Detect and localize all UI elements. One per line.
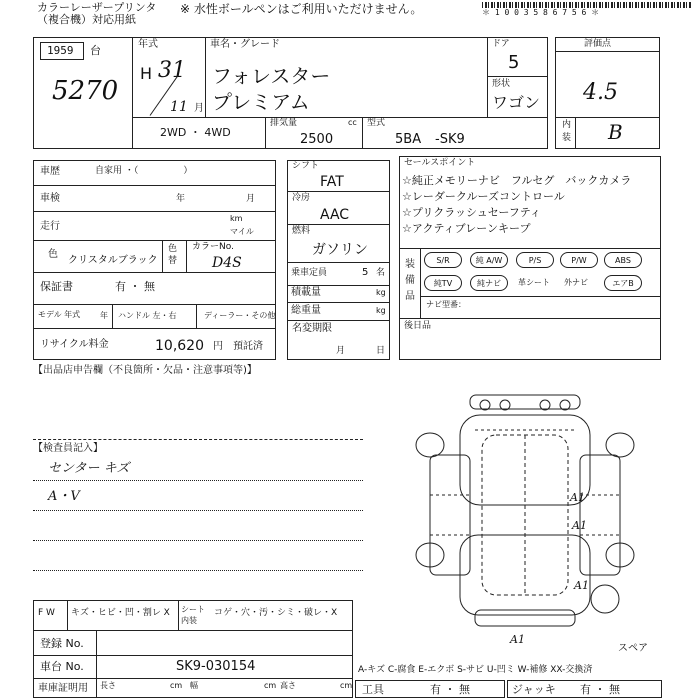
recycle-label: リサイクル料金 <box>40 339 109 350</box>
name-change-month: 月 <box>336 346 346 356</box>
recycle-status: 預託済 <box>233 341 263 352</box>
equipment-label: 装備品 <box>405 259 415 302</box>
repaint-label: 色替 <box>168 244 178 266</box>
gross-weight-label: 総重量 <box>291 305 321 316</box>
fw-value: キズ・ヒビ・凹・割レ X <box>71 608 170 618</box>
cert-length: 長さ <box>100 681 116 690</box>
inspection-label: 車検 <box>40 193 60 204</box>
sales-point-3: ☆プリクラッシュセーフティ <box>402 206 541 219</box>
tools-label: 工具 <box>362 683 384 696</box>
registration-label: 登録 No. <box>40 637 84 650</box>
cert-length-unit: cm <box>170 681 183 690</box>
inspection-year-unit: 年 <box>176 194 186 204</box>
warranty-label: 保証書 <box>40 280 73 293</box>
dealer-other: ディーラー・その他 <box>204 311 276 320</box>
equip-airbag: エアB <box>604 275 642 291</box>
equip-pw: P/W <box>560 252 598 268</box>
warranty-value: 有 ・ 無 <box>115 280 155 293</box>
inspection-month-unit: 月 <box>246 194 256 204</box>
handle-side: ハンドル 左・右 <box>118 311 177 320</box>
barcode-number: ＊ 1 0 0 3 5 8 6 7 5 6 ＊ <box>482 8 600 17</box>
damage-legend: A-キズ C-腐食 E-エクボ S-サビ U-凹ミ W-補修 XX-交換済 <box>358 665 593 675</box>
inspector-note-2: A・V <box>48 489 80 504</box>
chassis-number: SK9-030154 <box>176 659 256 674</box>
ac-value: AAC <box>320 207 350 223</box>
damage-mark-2: A1 <box>572 519 587 532</box>
capacity-value: 5 <box>362 267 369 278</box>
equip-alloy: 純 A/W <box>470 252 508 268</box>
inspector-label: 【検査員記入】 <box>33 443 103 454</box>
model-change-year-unit: 年 <box>100 311 108 320</box>
car-model: フォレスター <box>212 64 331 88</box>
damage-mark-1: A1 <box>570 491 585 504</box>
cert-height-unit: cm <box>340 681 353 690</box>
equip-tv: 純TV <box>424 275 462 291</box>
gross-weight-unit: kg <box>376 306 386 315</box>
pen-notice: ※ 水性ボールペンはご利用いただけません。 <box>180 2 423 16</box>
lot-stamp: 1959 <box>47 44 74 57</box>
shift-value: FAT <box>320 174 344 190</box>
inspector-note-1: センター キズ <box>48 461 130 476</box>
car-grade: プレミアム <box>212 90 310 114</box>
fuel-label: 燃料 <box>292 226 311 236</box>
equip-ext-navi: 外ナビ <box>564 278 588 287</box>
name-label: 車名・グレード <box>210 39 280 50</box>
seller-notes-label: 【出品店申告欄（不良箇所・欠品・注意事項等)】 <box>33 365 257 376</box>
ac-label: 冷房 <box>292 193 311 203</box>
month-unit: 月 <box>194 103 204 114</box>
spare-label: スペア <box>618 643 648 654</box>
model-code-value: -SK9 <box>435 132 465 147</box>
mileage-km: km <box>230 214 243 223</box>
mileage-label: 走行 <box>40 221 60 232</box>
fw-label: F W <box>38 608 55 618</box>
interior-label: 内装 <box>562 120 572 143</box>
equip-sr: S/R <box>424 252 462 268</box>
color-label: 色 <box>48 249 58 260</box>
garage-cert-label: 車庫証明用 <box>38 683 88 694</box>
year-era: H <box>140 64 153 83</box>
equip-leather: 革シート <box>518 278 550 287</box>
jack-value: 有 ・ 無 <box>580 683 620 696</box>
seat-value: コゲ・穴・汚・シミ・破レ・X <box>214 608 338 618</box>
equip-navi: 純ナビ <box>470 275 508 291</box>
model-change-label: モデル 年式 <box>38 310 81 319</box>
damage-mark-3: A1 <box>574 579 589 592</box>
name-change-day: 日 <box>376 346 386 356</box>
cert-width-unit: cm <box>264 681 277 690</box>
nav-model-label: ナビ型番： <box>426 300 466 309</box>
model-code-label: 型式 <box>367 118 386 128</box>
color-code: D4S <box>212 255 242 271</box>
chassis-label: 車台 No. <box>40 660 84 673</box>
name-change-label: 名変期限 <box>292 323 332 334</box>
recycle-value: 10,620 <box>155 338 204 354</box>
jack-label: ジャッキ <box>512 683 556 696</box>
sales-point-4: ☆アクティブレーンキープ <box>402 222 531 235</box>
history-value: 自家用 ・（ ） <box>95 166 193 176</box>
color-value: クリスタルブラック <box>68 255 158 266</box>
form-type-line2: （複合機）対応用紙 <box>37 13 136 26</box>
score-value: 4.5 <box>583 80 618 105</box>
interior-value: B <box>608 120 623 144</box>
tools-value: 有 ・ 無 <box>430 683 470 696</box>
year-label: 年式 <box>138 39 158 50</box>
load-unit: kg <box>376 288 386 297</box>
lot-number: 5270 <box>52 76 119 106</box>
form-type-line1: カラーレーザープリンタ <box>37 1 157 14</box>
equip-abs: ABS <box>604 252 642 268</box>
recycle-unit: 円 <box>213 341 223 352</box>
displacement-label: 排気量 <box>270 118 298 128</box>
displacement-value: 2500 <box>300 132 334 147</box>
year-value: 31 <box>158 58 186 83</box>
door-value: 5 <box>508 52 520 73</box>
capacity-unit: 名 <box>376 268 386 278</box>
history-label: 車歴 <box>40 166 60 177</box>
cert-height: 高さ <box>280 681 296 690</box>
shift-label: シフト <box>292 161 320 171</box>
equip-ps: P/S <box>516 252 554 268</box>
cert-width: 幅 <box>190 681 198 690</box>
month-value: 11 <box>170 99 188 115</box>
body-type-label: 形状 <box>492 79 511 89</box>
displacement-unit: cc <box>348 118 357 127</box>
drive-type: 2WD ・ 4WD <box>160 126 231 139</box>
later-doc-label: 後日品 <box>404 321 432 331</box>
fuel-value: ガソリン <box>312 242 368 258</box>
load-label: 積載量 <box>291 287 321 298</box>
sales-point-1: ☆純正メモリーナビ フルセグ バックカメラ <box>402 174 632 187</box>
mileage-mile: マイル <box>230 227 254 236</box>
score-label: 評価点 <box>584 39 612 49</box>
color-code-label: カラーNo. <box>192 242 234 252</box>
seat-label: シート内装 <box>181 605 205 625</box>
lot-unit: 台 <box>90 44 101 57</box>
model-code-prefix: 5BA <box>395 132 422 147</box>
capacity-label: 乗車定員 <box>291 268 328 278</box>
car-damage-diagram <box>400 385 660 635</box>
door-label: ドア <box>492 39 510 49</box>
sales-points-label: セールスポイント <box>404 158 476 168</box>
damage-mark-4: A1 <box>510 633 525 646</box>
body-type-value: ワゴン <box>492 93 541 112</box>
sales-point-2: ☆レーダークルーズコントロール <box>402 190 565 203</box>
